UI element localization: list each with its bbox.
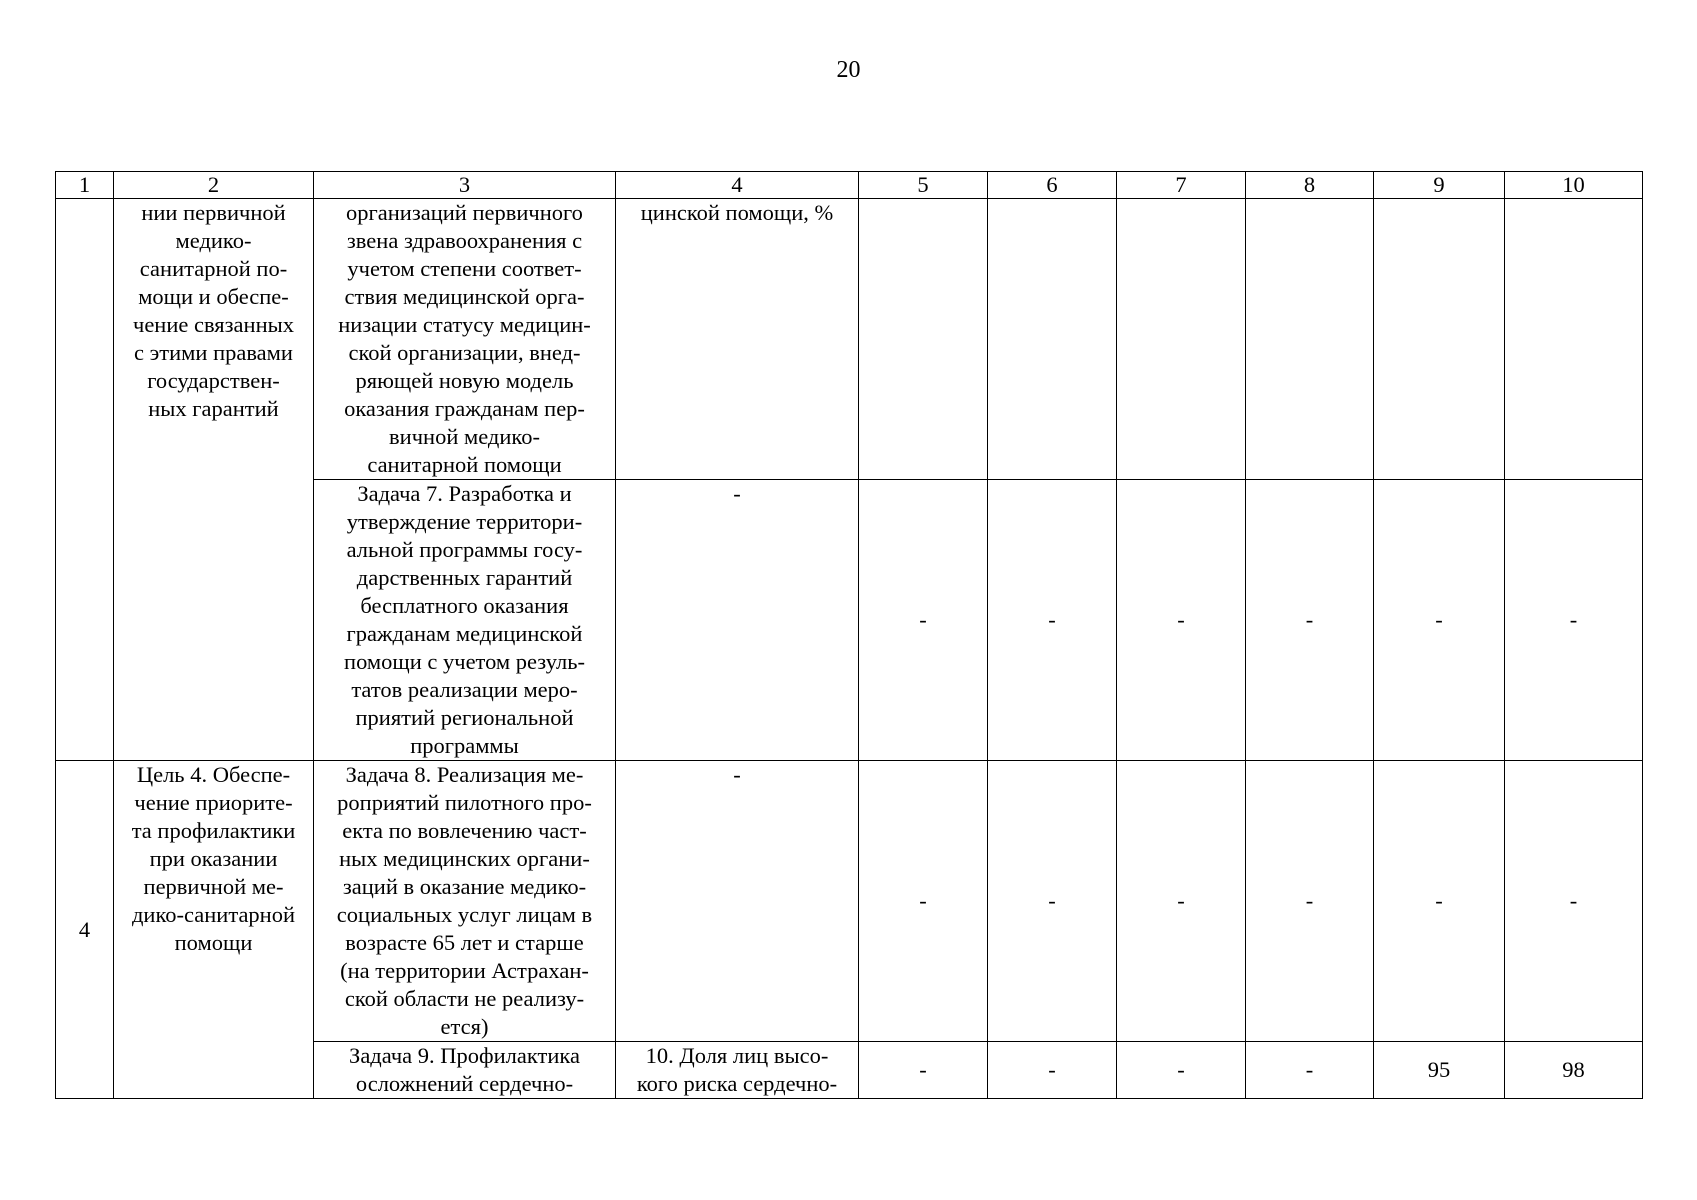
header-cell: 3 [314,172,616,199]
value-cell: - [1246,761,1374,1042]
value-cell: - [859,480,988,761]
header-cell: 6 [988,172,1117,199]
header-cell: 2 [114,172,314,199]
header-cell: 5 [859,172,988,199]
row-number-cell [56,199,114,761]
header-cell: 1 [56,172,114,199]
task-cell: Задача 7. Разработка и утверждение территори- альной программы госу- дарственных гарантий бесплатного оказания гражданам медицинской помощи с учетом резуль- татов реализации меро- приятий региональной программы [314,480,616,761]
header-cell: 4 [616,172,859,199]
task-cell: Задача 8. Реализация ме- роприятий пилотного про- екта по вовлечению част- ных медицинских органи- заций в оказание медико- социальных услуг лицам в возрасте 65 лет и старше (на территории Астрахан- ской области не реализу- ется) [314,761,616,1042]
indicator-cell: - [616,480,859,761]
indicator-cell: 10. Доля лиц высо- кого риска сердечно- [616,1042,859,1099]
table-row [56,199,1643,480]
value-cell [1505,199,1643,480]
indicator-cell: - [616,761,859,1042]
value-cell: - [1117,480,1246,761]
value-cell [988,199,1117,480]
indicators-table [55,171,1643,1099]
value-cell: - [1117,1042,1246,1099]
table-header-row [56,172,1643,199]
value-cell: - [1505,480,1643,761]
table-row [56,761,1643,1042]
value-cell: 98 [1505,1042,1643,1099]
value-cell: - [988,480,1117,761]
goal-cell: нии первичной медико- санитарной по- мощи и обеспе- чение связанных с этими правами государствен- ных гарантий [114,199,314,761]
goal-cell: Цель 4. Обеспе- чение приорите- та профилактики при оказании первичной ме- дико-санитарной помощи [114,761,314,1099]
value-cell [859,199,988,480]
header-cell: 9 [1374,172,1505,199]
header-cell: 8 [1246,172,1374,199]
value-cell [1374,199,1505,480]
indicator-cell: цинской помощи, % [616,199,859,480]
value-cell: - [859,1042,988,1099]
value-cell: - [1246,1042,1374,1099]
value-cell: 95 [1374,1042,1505,1099]
header-cell: 10 [1505,172,1643,199]
value-cell [1117,199,1246,480]
value-cell: - [1117,761,1246,1042]
task-cell: Задача 9. Профилактика осложнений сердечно- [314,1042,616,1099]
value-cell: - [988,761,1117,1042]
value-cell: - [1374,480,1505,761]
value-cell: - [859,761,988,1042]
header-cell: 7 [1117,172,1246,199]
page-number: 20 [836,57,861,83]
value-cell: - [988,1042,1117,1099]
value-cell: - [1246,480,1374,761]
value-cell: - [1505,761,1643,1042]
value-cell [1246,199,1374,480]
task-cell: организаций первичного звена здравоохранения с учетом степени соответ- ствия медицинской орга- низации статусу медицин- ской организации, внед- ряющей новую модель оказания гражданам пер- вичной медико- санитарной помощи [314,199,616,480]
value-cell: - [1374,761,1505,1042]
row-number-cell: 4 [56,761,114,1099]
